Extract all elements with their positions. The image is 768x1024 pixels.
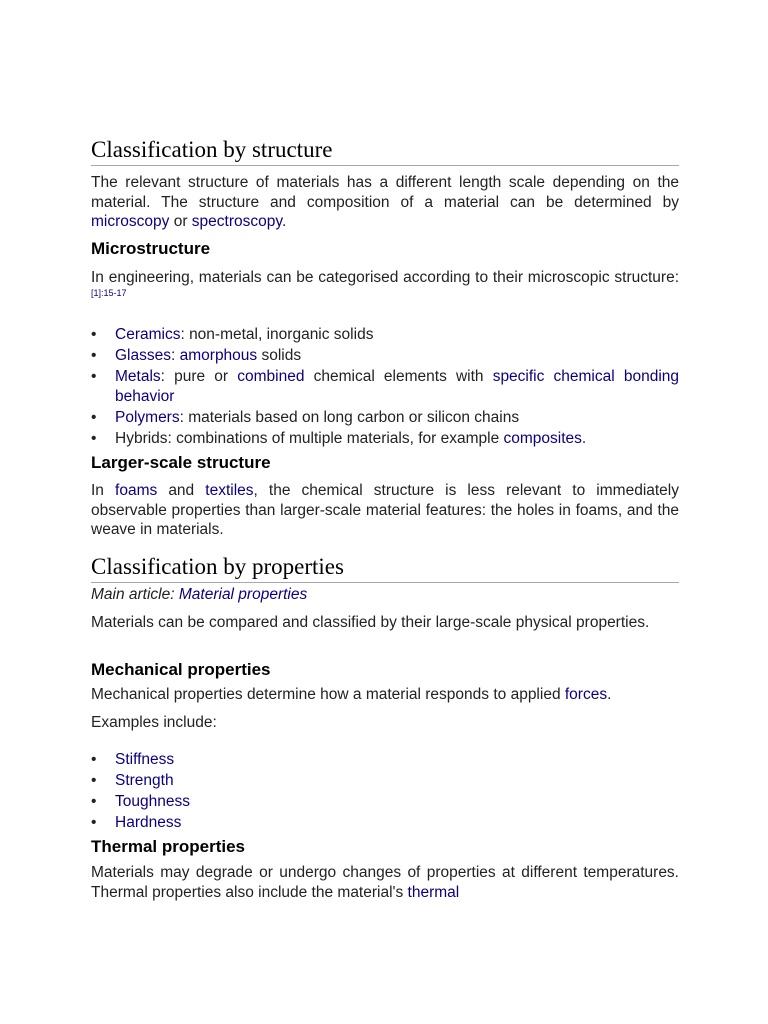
mechanical-paragraph [91,685,679,705]
thermal-link[interactable]: thermal [407,883,460,901]
structure-intro-paragraph [91,173,679,232]
subheading-larger-scale-structure: Larger-scale structure [91,453,271,472]
citation-1-link[interactable]: [1]:15-17 [91,287,127,298]
bullet: • [91,347,97,364]
section-heading-structure-text: Classification by structure [91,137,333,162]
microstructure-paragraph [91,268,679,307]
section-heading-properties [91,553,679,583]
list-item-text: : [171,347,180,364]
list-item-text: . [581,429,587,447]
spectroscopy-link[interactable]: spectroscopy [191,213,282,230]
stiffness-link[interactable]: Stiffness [115,751,175,768]
subheading-microstructure: Microstructure [91,239,211,258]
hardness-link[interactable]: Hardness [115,814,182,831]
list-item [91,792,679,812]
list-item-text: : pure or [160,368,238,385]
list-item [91,771,679,791]
combined-link[interactable]: combined [237,368,305,385]
ceramics-link[interactable]: Ceramics [115,326,181,343]
amorphous-link[interactable]: amorphous [179,347,258,364]
chemical-bonding-link[interactable]: specific chemical bonding behavior [115,368,680,405]
polymers-link[interactable]: Polymers [115,408,180,426]
section-heading-properties-text: Classification by properties [91,554,344,579]
composites-link[interactable]: composites [503,429,582,447]
toughness-link[interactable]: Toughness [115,793,190,810]
bullet: • [91,429,97,447]
larger-scale-text-1: In [91,482,116,499]
textiles-link[interactable]: textiles [205,482,254,499]
properties-intro-paragraph: Materials can be compared and classified by their large-scale physical properties. [91,614,650,631]
subheading-mechanical-properties: Mechanical properties [91,660,271,679]
list-item [91,325,679,345]
thermal-text-1: Materials may degrade or undergo changes of properties at different temperatures. Thermal properties also include the material's [91,864,679,901]
examples-include-label: Examples include: [91,714,217,731]
list-item [91,367,679,406]
hatnote-label: Main article: [91,586,179,603]
bullet: • [91,368,97,385]
larger-scale-paragraph [91,481,679,540]
list-item [91,750,679,770]
bullet: • [91,772,97,789]
thermal-paragraph [91,863,679,902]
section-heading-structure [91,136,679,166]
list-item-text: : non-metal, inorganic solids [180,326,374,343]
list-item [91,429,679,449]
mechanical-text-1: Mechanical properties determine how a material responds to applied [91,686,565,703]
bullet: • [91,751,97,768]
larger-scale-text-3: , the chemical structure is less relevant to immediately observable properties than larger-scale material features: the holes in foams, and the weave in materials. [91,482,680,538]
list-item-text: solids [257,347,302,364]
list-item-text: : materials based on long carbon or silicon chains [179,408,520,426]
microstructure-list [91,325,679,450]
list-item [91,346,679,366]
glasses-link[interactable]: Glasses [115,347,171,364]
microstructure-text: In engineering, materials can be categorised according to their microscopic structure: [91,269,679,286]
metals-link[interactable]: Metals [115,368,161,385]
bullet: • [91,408,97,426]
structure-intro-text-1: The relevant structure of materials has a different length scale depending on the material. The structure and composition of a material can be determined by [91,174,679,211]
list-item [91,813,679,833]
bullet: • [91,326,97,343]
subheading-thermal-properties: Thermal properties [91,837,245,856]
material-properties-link[interactable]: Material properties [178,586,308,603]
larger-scale-text-2: and [157,482,206,499]
mechanical-text-2: . [607,686,612,703]
list-item [91,408,679,428]
microscopy-link[interactable]: microscopy [91,213,170,230]
mechanical-examples-list [91,750,679,834]
bullet: • [91,793,97,810]
structure-intro-text-2: or [169,213,192,230]
list-item-text: chemical elements with [304,368,493,385]
main-article-hatnote [91,585,307,605]
strength-link[interactable]: Strength [115,772,174,789]
bullet: • [91,814,97,831]
foams-link[interactable]: foams [115,482,158,499]
list-item-text: Hybrids: combinations of multiple materials, for example [115,429,504,447]
structure-intro-text-3: . [281,213,287,230]
forces-link[interactable]: forces [564,686,608,703]
